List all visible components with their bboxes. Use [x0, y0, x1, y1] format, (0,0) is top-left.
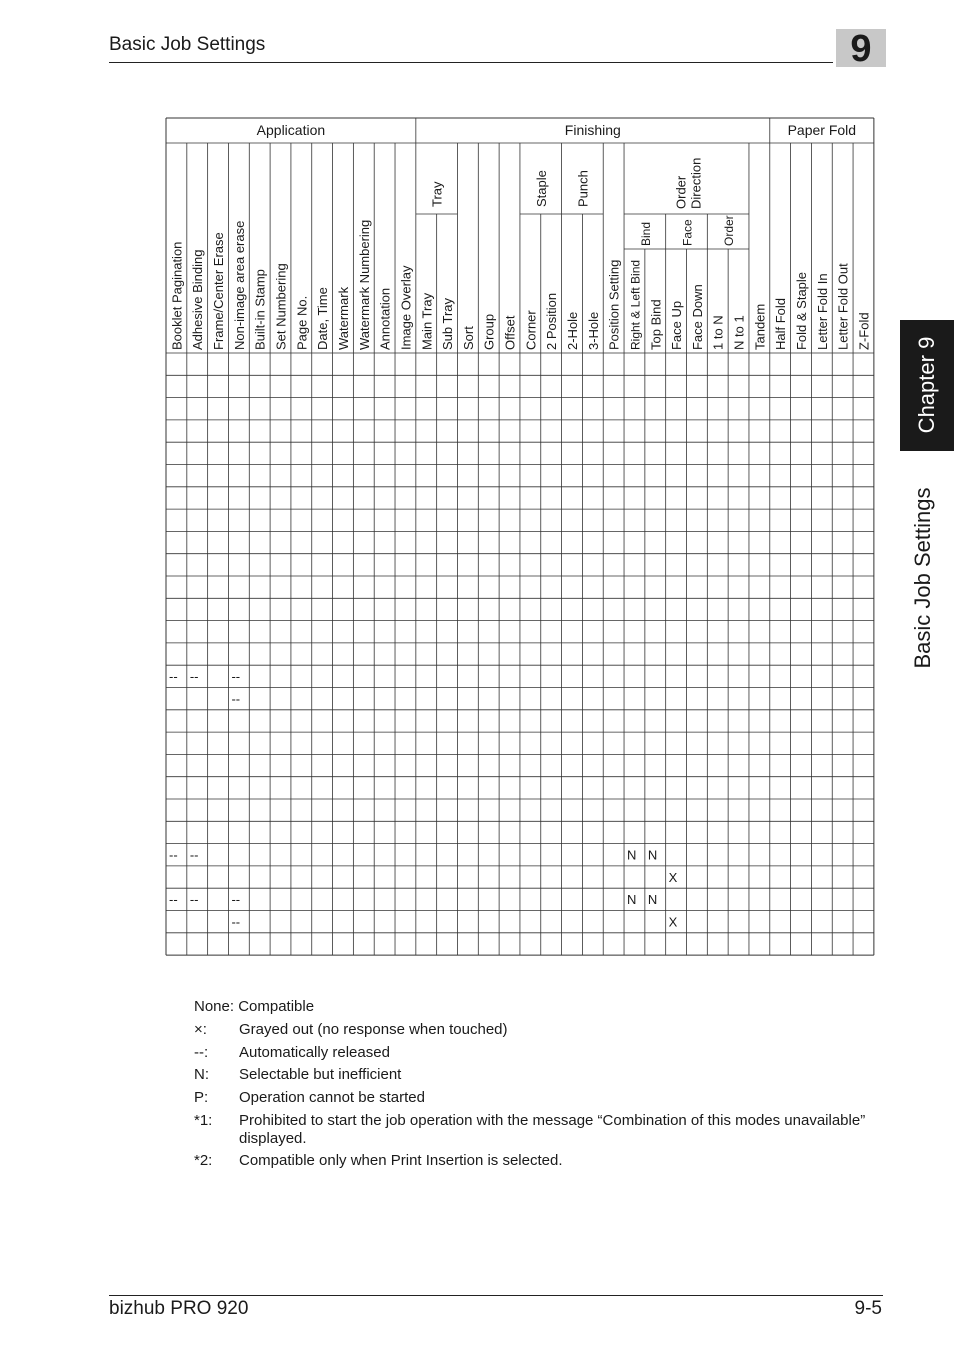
- column-header: Built-in Stamp: [252, 269, 268, 350]
- legend-desc: Prohibited to start the job operation with the message “Combination of this modes unavailable” displayed.: [239, 1111, 866, 1147]
- legend-key: N:: [194, 1066, 209, 1084]
- table-cell: N: [627, 847, 637, 863]
- legend-key: *1:: [194, 1111, 213, 1129]
- table-cell: --: [189, 892, 199, 908]
- column-header: Set Numbering: [273, 263, 289, 350]
- legend-desc: Grayed out (no response when touched): [239, 1020, 508, 1038]
- legend-key: *2:: [194, 1151, 213, 1169]
- column-header: Top Bind: [648, 299, 664, 350]
- subgroup-label: Staple: [533, 170, 549, 207]
- table-cell: --: [231, 691, 241, 707]
- product-name: bizhub PRO 920: [109, 1298, 249, 1319]
- column-header: Letter Fold Out: [835, 263, 851, 350]
- column-header: Fold & Staple: [794, 271, 810, 350]
- table-cell: --: [231, 892, 241, 908]
- column-header: Offset: [502, 315, 518, 350]
- section-tab-label: Basic Job Settings: [910, 487, 935, 669]
- column-header: Sort: [460, 326, 476, 350]
- table-cell: X: [668, 914, 678, 930]
- group-label: Application: [256, 122, 326, 138]
- subgroup-label: Order: [673, 175, 689, 209]
- legend-desc: Selectable but inefficient: [239, 1066, 402, 1084]
- column-header: Non-image area erase: [231, 220, 247, 350]
- column-header: 2 Position: [544, 292, 560, 350]
- column-header: Corner: [523, 310, 539, 350]
- legend: [194, 996, 888, 1173]
- subgroup-label: Punch: [575, 170, 591, 207]
- table-cell: --: [231, 669, 241, 685]
- column-header: Z-Fold: [856, 312, 872, 350]
- subgroup-label: Direction: [688, 157, 704, 209]
- column-header: Annotation: [377, 287, 393, 350]
- table-cell: N: [647, 892, 658, 908]
- column-header: Letter Fold In: [814, 273, 830, 350]
- column-header: Booklet Pagination: [169, 241, 185, 350]
- table-cell: N: [647, 847, 658, 863]
- legend-none: None: Compatible: [194, 998, 315, 1015]
- group-label: Finishing: [564, 122, 621, 138]
- column-header: Frame/Center Erase: [211, 232, 227, 350]
- table-cell: --: [169, 847, 178, 863]
- column-header: Position Setting: [606, 259, 622, 350]
- legend-item: [194, 1150, 888, 1173]
- column-header: Page No.: [294, 295, 310, 350]
- page-number: 9-5: [854, 1298, 882, 1319]
- column-header: Date, Time: [315, 287, 331, 350]
- legend-item: [194, 1087, 888, 1110]
- table-cell: --: [189, 847, 199, 863]
- column-header: Face Up: [669, 300, 685, 350]
- column-header: Watermark: [335, 286, 351, 350]
- legend-item: [194, 1019, 888, 1042]
- column-header: Face Down: [689, 284, 705, 350]
- legend-item: [194, 1064, 888, 1087]
- subgroup-label: Face: [680, 219, 695, 246]
- legend-item: [194, 1042, 888, 1065]
- legend-key: ×:: [194, 1020, 207, 1038]
- table-cell: N: [627, 892, 637, 908]
- column-header: Main Tray: [419, 292, 435, 350]
- table-cell: X: [668, 869, 678, 885]
- column-header: Image Overlay: [398, 265, 414, 350]
- group-label: Paper Fold: [787, 122, 857, 138]
- column-header: Right & Left Bind: [628, 259, 643, 350]
- legend-desc: Operation cannot be started: [239, 1089, 425, 1107]
- chapter-number: 9: [850, 28, 872, 70]
- column-header: 3-Hole: [585, 311, 601, 350]
- column-header: Sub Tray: [440, 297, 456, 350]
- table-cell: --: [231, 914, 241, 930]
- column-header: N to 1: [731, 315, 747, 350]
- legend-desc: Automatically released: [239, 1043, 390, 1061]
- legend-key: P:: [194, 1089, 209, 1107]
- column-header: Tandem: [752, 303, 768, 350]
- subgroup-label: Tray: [429, 181, 445, 207]
- column-header: Adhesive Binding: [190, 249, 206, 350]
- column-header: Half Fold: [773, 297, 789, 350]
- table-cell: --: [169, 892, 178, 908]
- chapter-tab-label: Chapter 9: [914, 336, 939, 434]
- subgroup-label: Bind: [638, 221, 653, 246]
- legend-item: [194, 1110, 888, 1150]
- table-cell: --: [189, 669, 199, 685]
- legend-key: --:: [194, 1043, 209, 1061]
- footer-rule: [109, 1295, 883, 1296]
- column-header: Group: [481, 313, 497, 350]
- column-header: Watermark Numbering: [356, 219, 372, 350]
- subgroup-label: Order: [722, 215, 737, 246]
- column-header: 1 to N: [710, 315, 726, 350]
- legend-desc: Compatible only when Print Insertion is selected.: [239, 1151, 563, 1169]
- column-header: 2-Hole: [564, 311, 580, 350]
- page-title: Basic Job Settings: [109, 34, 266, 55]
- table-cell: --: [169, 669, 178, 685]
